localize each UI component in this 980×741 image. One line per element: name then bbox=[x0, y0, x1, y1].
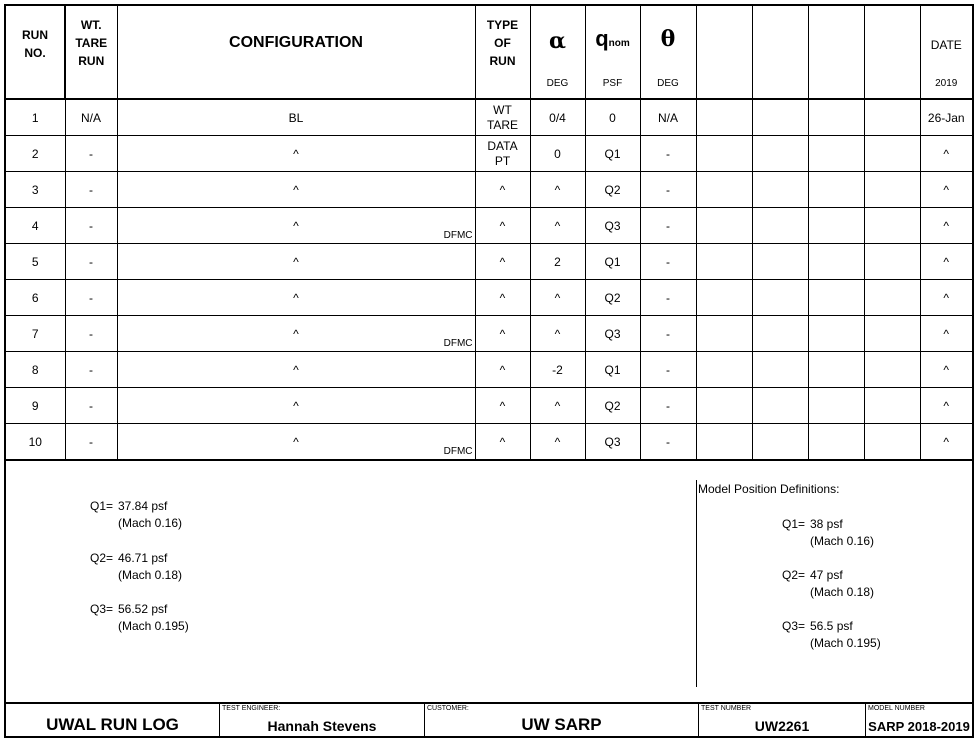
model-number: SARP 2018-2019 bbox=[868, 719, 970, 734]
blank-cell bbox=[864, 424, 920, 461]
theta-cell: - bbox=[640, 352, 696, 388]
blank-cell bbox=[864, 136, 920, 172]
blank-cell bbox=[864, 280, 920, 316]
table-row bbox=[6, 208, 972, 244]
run-type: ^ bbox=[475, 244, 530, 280]
date-cell: 26-Jan bbox=[920, 99, 972, 136]
table-row bbox=[6, 280, 972, 316]
tare-run: - bbox=[65, 316, 117, 352]
header-blank-1 bbox=[696, 6, 752, 99]
run-number: 3 bbox=[6, 172, 65, 208]
alpha-cell: 2 bbox=[530, 244, 585, 280]
run-type: ^ bbox=[475, 172, 530, 208]
table-row bbox=[6, 99, 972, 136]
header-type-of-run: TYPE OF RUN bbox=[475, 6, 530, 99]
date-cell: ^ bbox=[920, 172, 972, 208]
theta-cell: - bbox=[640, 172, 696, 208]
q-definition-left: Q2= 46.71 psf (Mach 0.18) bbox=[90, 551, 183, 582]
theta-cell: - bbox=[640, 388, 696, 424]
date-cell: ^ bbox=[920, 208, 972, 244]
q-cell: Q2 bbox=[585, 172, 640, 208]
blank-cell bbox=[808, 99, 864, 136]
blank-cell bbox=[752, 280, 808, 316]
blank-cell bbox=[696, 172, 752, 208]
blank-cell bbox=[808, 352, 864, 388]
blank-cell bbox=[696, 280, 752, 316]
run-number: 9 bbox=[6, 388, 65, 424]
blank-cell bbox=[696, 136, 752, 172]
header-alpha: α DEG bbox=[530, 6, 585, 99]
alpha-cell: ^ bbox=[530, 208, 585, 244]
configuration-cell: ^ DFMC bbox=[117, 316, 475, 352]
blank-cell bbox=[696, 316, 752, 352]
test-number-label: TEST NUMBER bbox=[701, 705, 752, 712]
header-run-no: RUN NO. bbox=[6, 6, 65, 99]
q-definition-right: Q3= 56.5 psf (Mach 0.195) bbox=[782, 619, 881, 650]
table-row bbox=[6, 388, 972, 424]
q-cell: Q1 bbox=[585, 244, 640, 280]
header-configuration: CONFIGURATION bbox=[117, 6, 475, 99]
header-theta: θ DEG bbox=[640, 6, 696, 99]
configuration-cell: ^ DFMC bbox=[117, 424, 475, 461]
date-cell: ^ bbox=[920, 136, 972, 172]
tare-run: - bbox=[65, 352, 117, 388]
blank-cell bbox=[864, 172, 920, 208]
blank-cell bbox=[808, 172, 864, 208]
footer-engineer-cell bbox=[219, 704, 424, 736]
configuration-cell: ^ bbox=[117, 388, 475, 424]
blank-cell bbox=[752, 352, 808, 388]
table-row bbox=[6, 424, 972, 461]
notes-section bbox=[6, 464, 972, 702]
blank-cell bbox=[752, 424, 808, 461]
config-tag: DFMC bbox=[443, 230, 473, 241]
blank-cell bbox=[808, 388, 864, 424]
footer-customer-cell bbox=[424, 704, 698, 736]
blank-cell bbox=[808, 280, 864, 316]
blank-cell bbox=[696, 99, 752, 136]
q-cell: Q1 bbox=[585, 352, 640, 388]
q-definition-right: Q2= 47 psf (Mach 0.18) bbox=[782, 568, 875, 599]
footer bbox=[6, 702, 972, 736]
customer-label: CUSTOMER: bbox=[427, 705, 469, 712]
run-number: 1 bbox=[6, 99, 65, 136]
date-cell: ^ bbox=[920, 352, 972, 388]
configuration-cell: ^ bbox=[117, 352, 475, 388]
date-cell: ^ bbox=[920, 244, 972, 280]
q-cell: 0 bbox=[585, 99, 640, 136]
footer-model-number-cell bbox=[865, 704, 972, 736]
table-row bbox=[6, 352, 972, 388]
blank-cell bbox=[752, 99, 808, 136]
run-type: ^ bbox=[475, 316, 530, 352]
theta-cell: - bbox=[640, 208, 696, 244]
blank-cell bbox=[808, 136, 864, 172]
tare-run: - bbox=[65, 208, 117, 244]
date-cell: ^ bbox=[920, 424, 972, 461]
theta-cell: - bbox=[640, 424, 696, 461]
table-row bbox=[6, 316, 972, 352]
blank-cell bbox=[696, 424, 752, 461]
run-type: ^ bbox=[475, 352, 530, 388]
theta-cell: N/A bbox=[640, 99, 696, 136]
alpha-cell: ^ bbox=[530, 388, 585, 424]
alpha-cell: ^ bbox=[530, 172, 585, 208]
configuration-cell: ^ bbox=[117, 172, 475, 208]
header-wt-tare-run: WT. TARE RUN bbox=[65, 6, 117, 99]
configuration-cell: ^ DFMC bbox=[117, 208, 475, 244]
tare-run: N/A bbox=[65, 99, 117, 136]
q-cell: Q2 bbox=[585, 388, 640, 424]
tare-run: - bbox=[65, 136, 117, 172]
header-row bbox=[6, 6, 972, 99]
blank-cell bbox=[808, 208, 864, 244]
model-number-label: MODEL NUMBER bbox=[868, 705, 925, 712]
q-definition-left: Q3= 56.52 psf (Mach 0.195) bbox=[90, 602, 189, 633]
run-number: 7 bbox=[6, 316, 65, 352]
engineer-name: Hannah Stevens bbox=[267, 718, 377, 734]
configuration-cell: ^ bbox=[117, 136, 475, 172]
run-type: WT TARE bbox=[475, 99, 530, 136]
run-log-table bbox=[6, 6, 972, 461]
footer-test-number-cell bbox=[698, 704, 865, 736]
run-log-sheet bbox=[4, 4, 974, 738]
blank-cell bbox=[864, 352, 920, 388]
q-cell: Q3 bbox=[585, 208, 640, 244]
blank-cell bbox=[696, 352, 752, 388]
alpha-cell: ^ bbox=[530, 424, 585, 461]
tare-run: - bbox=[65, 280, 117, 316]
run-number: 8 bbox=[6, 352, 65, 388]
q-definition-left: Q1= 37.84 psf (Mach 0.16) bbox=[90, 499, 183, 530]
blank-cell bbox=[808, 424, 864, 461]
run-number: 2 bbox=[6, 136, 65, 172]
model-position-title: Model Position Definitions: bbox=[698, 482, 840, 496]
theta-cell: - bbox=[640, 280, 696, 316]
notes-divider bbox=[696, 480, 697, 687]
date-cell: ^ bbox=[920, 388, 972, 424]
alpha-cell: 0/4 bbox=[530, 99, 585, 136]
theta-cell: - bbox=[640, 136, 696, 172]
blank-cell bbox=[864, 99, 920, 136]
table-row bbox=[6, 244, 972, 280]
date-cell: ^ bbox=[920, 316, 972, 352]
blank-cell bbox=[808, 316, 864, 352]
run-number: 4 bbox=[6, 208, 65, 244]
test-number: UW2261 bbox=[754, 718, 810, 734]
blank-cell bbox=[696, 388, 752, 424]
run-type: DATA PT bbox=[475, 136, 530, 172]
blank-cell bbox=[864, 316, 920, 352]
log-title: UWAL RUN LOG bbox=[46, 715, 179, 734]
blank-cell bbox=[696, 208, 752, 244]
q-cell: Q3 bbox=[585, 316, 640, 352]
run-number: 5 bbox=[6, 244, 65, 280]
alpha-cell: ^ bbox=[530, 316, 585, 352]
run-number: 6 bbox=[6, 280, 65, 316]
footer-title-cell bbox=[6, 704, 219, 736]
blank-cell bbox=[752, 388, 808, 424]
blank-cell bbox=[864, 388, 920, 424]
run-type: ^ bbox=[475, 280, 530, 316]
date-cell: ^ bbox=[920, 280, 972, 316]
table-row bbox=[6, 172, 972, 208]
blank-cell bbox=[864, 208, 920, 244]
q-cell: Q1 bbox=[585, 136, 640, 172]
header-date: DATE 2019 bbox=[920, 6, 972, 99]
tare-run: - bbox=[65, 424, 117, 461]
table-row bbox=[6, 136, 972, 172]
tare-run: - bbox=[65, 388, 117, 424]
blank-cell bbox=[752, 244, 808, 280]
tare-run: - bbox=[65, 172, 117, 208]
configuration-cell: ^ bbox=[117, 280, 475, 316]
theta-cell: - bbox=[640, 316, 696, 352]
blank-cell bbox=[752, 316, 808, 352]
engineer-label: TEST ENGINEER: bbox=[222, 705, 281, 712]
tare-run: - bbox=[65, 244, 117, 280]
blank-cell bbox=[752, 136, 808, 172]
q-definition-right: Q1= 38 psf (Mach 0.16) bbox=[782, 517, 875, 548]
run-type: ^ bbox=[475, 388, 530, 424]
configuration-cell: BL bbox=[117, 99, 475, 136]
blank-cell bbox=[808, 244, 864, 280]
alpha-cell: ^ bbox=[530, 280, 585, 316]
customer-name: UW SARP bbox=[521, 715, 602, 734]
blank-cell bbox=[752, 208, 808, 244]
config-tag: DFMC bbox=[443, 446, 473, 457]
run-type: ^ bbox=[475, 424, 530, 461]
header-blank-3 bbox=[808, 6, 864, 99]
blank-cell bbox=[696, 244, 752, 280]
config-tag: DFMC bbox=[443, 338, 473, 349]
q-cell: Q3 bbox=[585, 424, 640, 461]
blank-cell bbox=[864, 244, 920, 280]
header-blank-2 bbox=[752, 6, 808, 99]
configuration-cell: ^ bbox=[117, 244, 475, 280]
header-blank-4 bbox=[864, 6, 920, 99]
header-q-nom: qnom PSF bbox=[585, 6, 640, 99]
run-type: ^ bbox=[475, 208, 530, 244]
alpha-cell: 0 bbox=[530, 136, 585, 172]
alpha-cell: -2 bbox=[530, 352, 585, 388]
run-number: 10 bbox=[6, 424, 65, 461]
blank-cell bbox=[752, 172, 808, 208]
theta-cell: - bbox=[640, 244, 696, 280]
q-cell: Q2 bbox=[585, 280, 640, 316]
